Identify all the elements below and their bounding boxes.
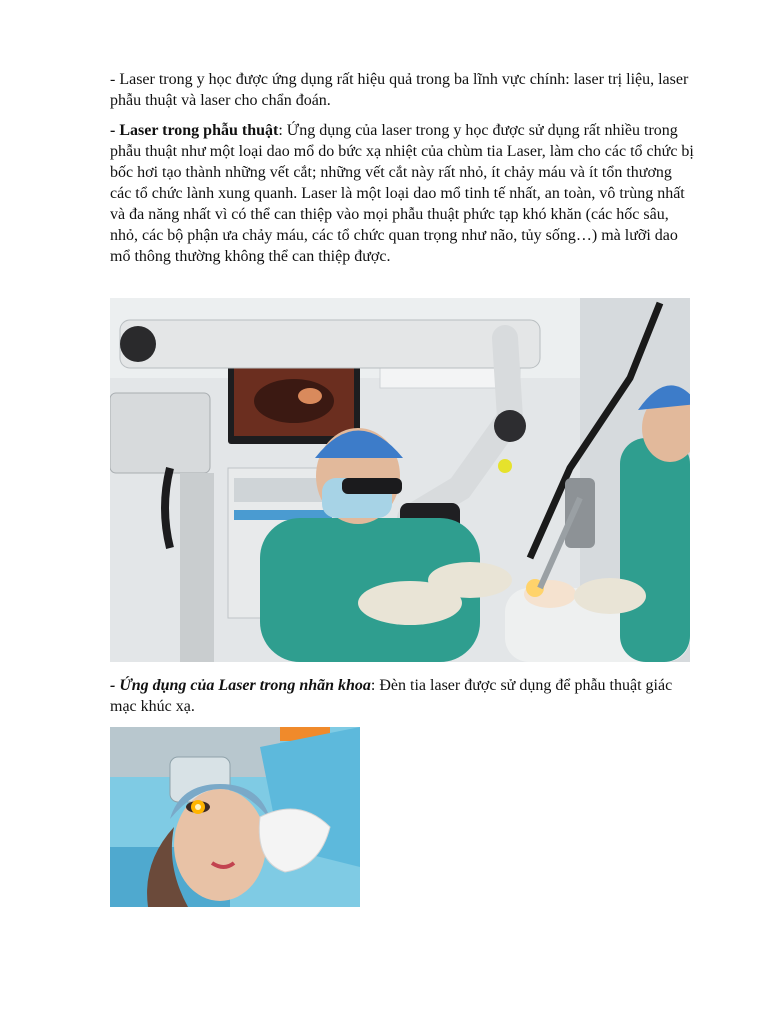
- surgery-scene-illustration: [110, 298, 690, 662]
- ophthalmology-paragraph: [110, 675, 694, 717]
- ophthalmology-text: : Đèn tia laser được sử dụng để phẫu thuật giác mạc khúc xạ.: [110, 677, 673, 715]
- eye-laser-illustration: [110, 727, 360, 907]
- intro-paragraph: [110, 69, 694, 111]
- ophthalmology-heading: - Ứng dụng của Laser trong nhãn khoa: [110, 677, 371, 694]
- laser-surgery-photo: [110, 298, 690, 662]
- surgery-heading: - Laser trong phẫu thuật: [110, 122, 279, 139]
- intro-text: - Laser trong y học được ứng dụng rất hiệu quả trong ba lĩnh vực chính: laser trị liệu, laser phẫu thuật và laser cho chẩn đoán.: [110, 71, 689, 109]
- eye-laser-photo: [110, 727, 360, 907]
- surgery-paragraph: [110, 120, 694, 267]
- surgery-text: : Ứng dụng của laser trong y học được sử dụng rất nhiều trong phẫu thuật như một loại dao mổ do bức xạ nhiệt của chùm tia Laser, làm cho các tổ chức bị bốc hơi tạo thành những vết cắt; những vết cắt này rất nhỏ, ít chảy máu và ít tổn thương các tổ chức lành xung quanh. Laser là một loại dao mổ tinh tế nhất, an toàn, vô trùng nhất và đa năng nhất vì có thể can thiệp vào mọi phẫu thuật phức tạp khó khăn (các hốc sâu, nhỏ, các bộ phận ưa chảy máu, các tổ chức quan trọng như não, tủy sống…) mà lưỡi dao mổ thông thường không thể can thiệp được.: [110, 122, 694, 265]
